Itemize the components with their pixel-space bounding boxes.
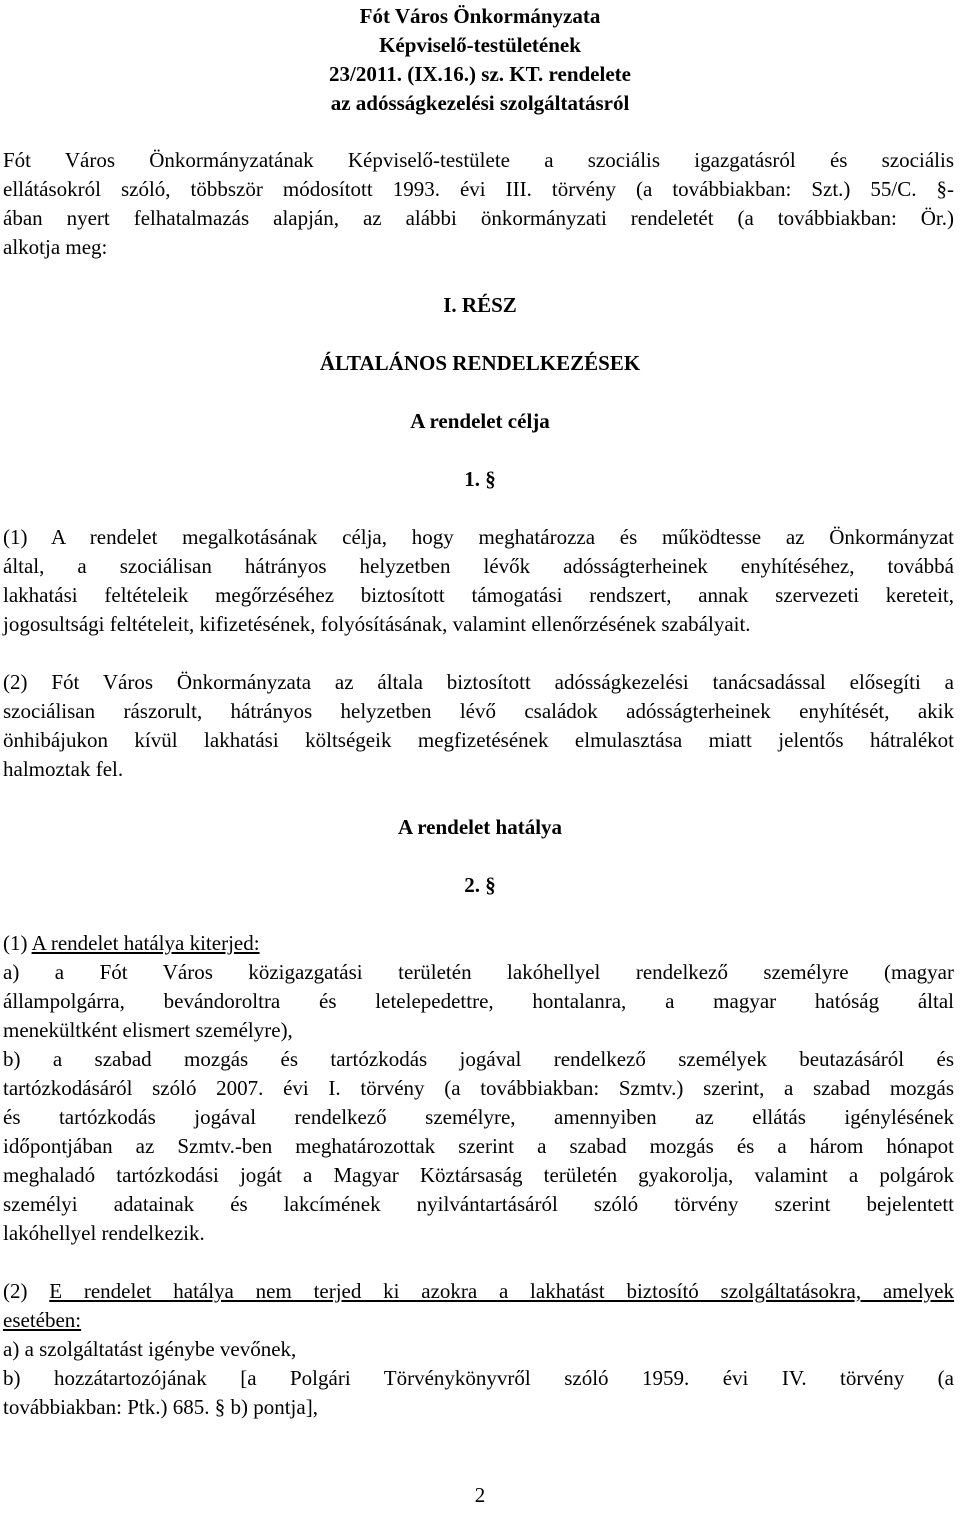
section-2-p2-a: a) a szolgáltatást igénybe vevőnek, [3, 1337, 297, 1361]
section-2-p1-label: (1) [3, 931, 32, 955]
section-2-b-line: tartózkodásáról szóló 2007. évi I. törvény (a továbbiakban: Szmtv.) szerint, a szabad mozgás [3, 1076, 954, 1100]
section-2-p1-intro [3, 933, 260, 954]
section-2-p1-underlined: A rendelet hatálya kiterjed: [31, 931, 260, 955]
title-line-4: az adósságkezelési szolgáltatásról [330, 91, 630, 115]
title-line-2: Képviselő-testületének [379, 33, 581, 57]
section-2-a-line: a) a Fót Város közigazgatási területén lakóhellyel rendelkező személyre (magyar [3, 960, 954, 984]
section-2-p2-line-1 [3, 1281, 954, 1302]
section-2-p2-underlined-1: E rendelet hatálya nem terjed ki azokra a lakhatást biztosító szolgáltatásokra, amelyek [49, 1279, 954, 1303]
section-1-p1-line: által, a szociálisan hátrányos helyzetben lévők adósságterheinek enyhítéséhez, továbbá [3, 554, 954, 578]
section-1-heading: A rendelet célja [410, 409, 550, 433]
section-2-a-line: menekültként elismert személyre), [3, 1018, 293, 1042]
preamble-line-2: ellátásokról szóló, többször módosított 1993. évi III. törvény (a továbbiakban: Szt.) 55/C. §- [3, 177, 954, 201]
part-title: I. RÉSZ [443, 293, 517, 317]
section-1-p1-line: lakhatási feltételeik megőrzéséhez biztosított támogatási rendszert, annak szervezeti kereteit, [3, 583, 954, 607]
section-1-p2-line: szociálisan rászorult, hátrányos helyzetben lévő családok adósságterheinek enyhítését, akik [3, 699, 954, 723]
section-2-b-line: meghaladó tartózkodási jogát a Magyar Köztársaság területén gyakorolja, valamint a polgárok [3, 1163, 954, 1187]
section-1-p2-line: (2) Fót Város Önkormányzata az általa biztosított adósságkezelési tanácsadással elősegíti a [3, 670, 954, 694]
section-2-b-line: és tartózkodás jogával rendelkező személyre, amennyiben az ellátás igénylésének [3, 1105, 954, 1129]
section-2-number: 2. § [464, 873, 496, 897]
title-line-3: 23/2011. (IX.16.) sz. KT. rendelete [329, 62, 631, 86]
section-2-b-line: lakóhellyel rendelkezik. [3, 1221, 205, 1245]
section-2-p2-line-2 [3, 1310, 81, 1331]
section-2-p2-b-line: b) hozzátartozójának [a Polgári Törvénykönyvről szóló 1959. évi IV. törvény (a [3, 1366, 954, 1390]
section-2-p2-b-line: továbbiakban: Ptk.) 685. § b) pontja], [3, 1395, 318, 1419]
preamble-line-1: Fót Város Önkormányzatának Képviselő-testülete a szociális igazgatásról és szociális [3, 148, 954, 172]
page-number: 2 [474, 1483, 486, 1507]
section-2-heading: A rendelet hatálya [397, 815, 563, 839]
section-1-number: 1. § [464, 467, 496, 491]
section-2-b-line: személyi adatainak és lakcímének nyilvántartásáról szóló törvény szerint bejelentett [3, 1192, 954, 1216]
section-1-p2-line: halmoztak fel. [3, 757, 124, 781]
section-1-p2-line: önhibájukon kívül lakhatási költségeik megfizetésének elmulasztása miatt jelentős hátralékot [3, 728, 954, 752]
section-2-b-line: időpontjában az Szmtv.-ben meghatározottak szerint a szabad mozgás és a három hónapot [3, 1134, 954, 1158]
section-1-p1-line: (1) A rendelet megalkotásának célja, hogy meghatározza és működtesse az Önkormányzat [3, 525, 954, 549]
preamble-line-4: alkotja meg: [3, 235, 108, 259]
preamble-line-3: ában nyert felhatalmazás alapján, az alábbi önkormányzati rendeletét (a továbbiakban: Ör.) [3, 206, 954, 230]
title-line-1: Fót Város Önkormányzata [359, 4, 601, 28]
section-2-p2-underlined-2: esetében: [3, 1308, 82, 1332]
section-1-p1-line: jogosultsági feltételeit, kifizetésének, folyósításának, valamint ellenőrzésének szabályait. [3, 612, 751, 636]
section-2-b-line: b) a szabad mozgás és tartózkodás jogával rendelkező személyek beutazásáról és [3, 1047, 954, 1071]
section-2-p2-label: (2) [3, 1279, 50, 1303]
section-2-a-line: állampolgárra, bevándoroltra és letelepedettre, hontalanra, a magyar hatóság által [3, 989, 954, 1013]
part-subtitle: ÁLTALÁNOS RENDELKEZÉSEK [319, 351, 641, 375]
